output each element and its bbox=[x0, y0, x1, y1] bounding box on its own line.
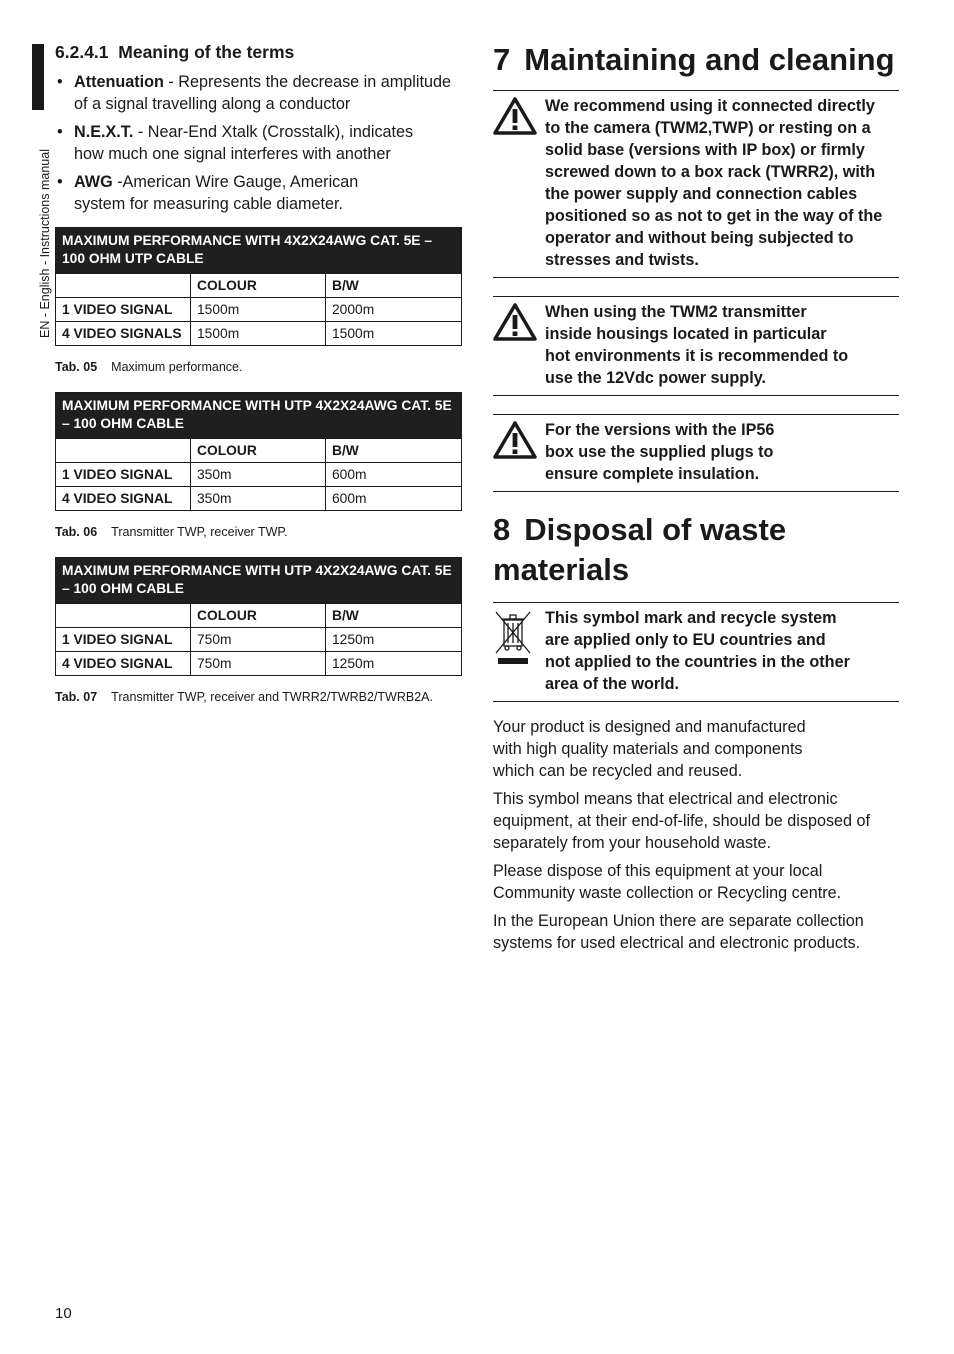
performance-table-05 bbox=[55, 227, 462, 346]
warning-triangle-icon bbox=[493, 95, 545, 140]
term-name: AWG bbox=[74, 173, 113, 191]
section-number: 6.2.4.1 bbox=[55, 42, 109, 62]
left-column bbox=[55, 42, 461, 722]
term-definition: - Represents the decrease in amplitude of a signal travelling along a conductor bbox=[74, 73, 451, 113]
table-row bbox=[56, 652, 462, 676]
caption-text: Maximum performance. bbox=[111, 360, 243, 374]
bw-column-header: B/W bbox=[326, 274, 462, 298]
bw-value: 600m bbox=[326, 463, 462, 487]
colour-value: 1500m bbox=[191, 322, 326, 346]
section-7-heading bbox=[493, 40, 899, 80]
warning-note bbox=[493, 296, 899, 396]
section-number: 7 bbox=[493, 42, 511, 77]
weee-note-text: This symbol mark and recycle system are applied only to EU countries and not applied to the countries in the other area of the world. bbox=[545, 609, 850, 693]
bw-value: 1500m bbox=[326, 322, 462, 346]
caption-label: Tab. 05 bbox=[55, 360, 98, 374]
warning-text: For the versions with the IP56 box use the supplied plugs to ensure complete insulation. bbox=[545, 421, 775, 483]
colour-value: 750m bbox=[191, 628, 326, 652]
terms-list bbox=[55, 71, 461, 215]
bw-value: 1250m bbox=[326, 652, 462, 676]
right-column bbox=[493, 40, 899, 960]
colour-value: 350m bbox=[191, 487, 326, 511]
paragraph: In the European Union there are separate collection systems for used electrical and electronic products. bbox=[493, 912, 864, 952]
warning-text: We recommend using it connected directly to the camera (TWM2,TWP) or resting on a solid base (versions with IP box) or firmly screwed down to a box rack (TWRR2), with the power supply and connection cables positioned so as not to get in the way of the operator and without being subjected to stresses and twists. bbox=[545, 97, 883, 269]
table-row bbox=[56, 628, 462, 652]
paragraph: This symbol means that electrical and electronic equipment, at their end-of-life, should be disposed of separately from your household waste. bbox=[493, 790, 871, 852]
empty-header-cell bbox=[56, 604, 191, 628]
colour-value: 750m bbox=[191, 652, 326, 676]
section-6-2-4-1-heading bbox=[55, 42, 461, 63]
table-row bbox=[56, 487, 462, 511]
weee-note bbox=[493, 602, 899, 702]
paragraph: Your product is designed and manufactured with high quality materials and components which can be recycled and reused. bbox=[493, 718, 806, 780]
table-caption bbox=[55, 690, 461, 704]
colour-column-header: COLOUR bbox=[191, 604, 326, 628]
sidebar-label: EN - English - Instructions manual bbox=[38, 149, 52, 338]
section-number: 8 bbox=[493, 512, 511, 547]
warning-triangle-icon bbox=[493, 419, 545, 464]
warning-note bbox=[493, 414, 899, 492]
page-number: 10 bbox=[55, 1305, 72, 1322]
section-title: Maintaining and cleaning bbox=[524, 42, 895, 77]
colour-value: 350m bbox=[191, 463, 326, 487]
bw-value: 2000m bbox=[326, 298, 462, 322]
warning-triangle-icon bbox=[493, 301, 545, 346]
warning-text: When using the TWM2 transmitter inside housings located in particular hot environments it is recommended to use the 12Vdc power supply. bbox=[545, 303, 849, 387]
table-title: MAXIMUM PERFORMANCE WITH 4X2X24AWG CAT. 5E – 100 OHM UTP CABLE bbox=[56, 228, 462, 274]
table-caption bbox=[55, 525, 461, 539]
row-label: 1 VIDEO SIGNAL bbox=[56, 298, 191, 322]
warning-note bbox=[493, 90, 899, 278]
row-label: 1 VIDEO SIGNAL bbox=[56, 628, 191, 652]
table-row bbox=[56, 463, 462, 487]
empty-header-cell bbox=[56, 439, 191, 463]
side-tab-marker bbox=[32, 44, 44, 110]
colour-column-header: COLOUR bbox=[191, 439, 326, 463]
performance-table-07 bbox=[55, 557, 462, 676]
caption-label: Tab. 07 bbox=[55, 690, 98, 704]
term-item bbox=[55, 121, 434, 165]
paragraph: Please dispose of this equipment at your local Community waste collection or Recycling centre. bbox=[493, 862, 842, 902]
caption-text: Transmitter TWP, receiver TWP. bbox=[111, 525, 288, 539]
bw-value: 600m bbox=[326, 487, 462, 511]
bw-column-header: B/W bbox=[326, 604, 462, 628]
table-title: MAXIMUM PERFORMANCE WITH UTP 4X2X24AWG CAT. 5E – 100 OHM CABLE bbox=[56, 393, 462, 439]
row-label: 4 VIDEO SIGNAL bbox=[56, 487, 191, 511]
table-row bbox=[56, 322, 462, 346]
term-definition: -American Wire Gauge, American system for measuring cable diameter. bbox=[74, 173, 359, 213]
section-title: Meaning of the terms bbox=[118, 42, 295, 62]
row-label: 4 VIDEO SIGNAL bbox=[56, 652, 191, 676]
term-name: N.E.X.T. bbox=[74, 123, 134, 141]
section-title: Disposal of waste materials bbox=[493, 512, 787, 587]
term-name: Attenuation bbox=[74, 73, 164, 91]
performance-table-06 bbox=[55, 392, 462, 511]
table-title: MAXIMUM PERFORMANCE WITH UTP 4X2X24AWG CAT. 5E – 100 OHM CABLE bbox=[56, 558, 462, 604]
bw-value: 1250m bbox=[326, 628, 462, 652]
crossed-bin-icon bbox=[493, 607, 545, 672]
colour-column-header: COLOUR bbox=[191, 274, 326, 298]
term-item bbox=[55, 71, 464, 115]
row-label: 1 VIDEO SIGNAL bbox=[56, 463, 191, 487]
table-row bbox=[56, 298, 462, 322]
term-item bbox=[55, 171, 384, 215]
colour-value: 1500m bbox=[191, 298, 326, 322]
caption-label: Tab. 06 bbox=[55, 525, 98, 539]
bw-column-header: B/W bbox=[326, 439, 462, 463]
row-label: 4 VIDEO SIGNALS bbox=[56, 322, 191, 346]
table-caption bbox=[55, 360, 461, 374]
term-definition: - Near-End Xtalk (Crosstalk), indicates how much one signal interferes with another bbox=[74, 123, 414, 163]
empty-header-cell bbox=[56, 274, 191, 298]
caption-text: Transmitter TWP, receiver and TWRR2/TWRB2/TWRB2A. bbox=[111, 690, 433, 704]
section-8-heading bbox=[493, 510, 823, 590]
